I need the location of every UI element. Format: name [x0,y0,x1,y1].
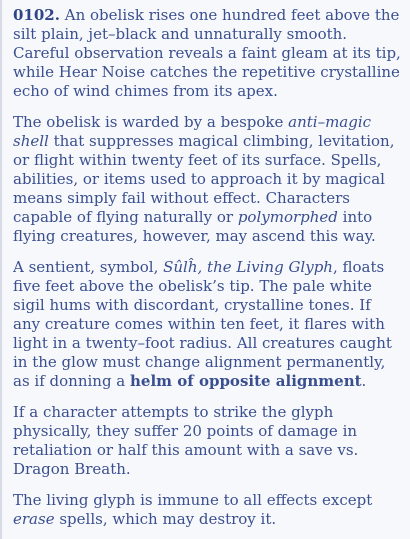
entry-paragraph [13,6,402,101]
entry-text: An obelisk rises one hundred feet above the silt plain, jet–black and unnaturally smooth. Careful observation reveals a faint gleam at its tip, while Hear Noise catches the repetitive crystalline echo of wind chimes from its apex. [13,6,401,100]
anti-magic-shell-term: anti–magic shell [13,113,372,150]
ward-text-a: The obelisk is warded by a bespoke [13,113,289,131]
living-glyph-name: Sûlĥ, the Living Glyph [163,258,333,276]
immunity-text-b: spells, which may destroy it. [54,510,277,528]
glyph-paragraph [13,258,402,391]
ward-paragraph [13,113,402,246]
glyph-text-a: A sentient, symbol, [13,258,164,276]
glyph-text-b: , floats five feet above the obelisk’s tip. The pale white sigil hums with discordant, crystalline tones. If any creature comes within ten feet, it flares with light in a twenty–foot radius. All creatures caught in the glow must change alignment permanently, as if donning a [13,258,392,390]
entry-number: 0102. [13,6,60,24]
ward-text-b: that suppresses magical climbing, levitation, or flight within twenty feet of its surface. Spells, abilities, or items used to approach it by magical means simply fail without effect. Characters capable of flying naturally or [13,132,395,226]
immunity-text-a: The living glyph is immune to all effects except [13,491,373,509]
helm-item-name: helm of opposite alignment [130,372,362,390]
ward-text-c: into flying creatures, however, may ascend this way. [13,208,376,245]
erase-term: erase [13,510,55,528]
immunity-paragraph [13,491,402,529]
polymorphed-term: polymorphed [237,208,338,226]
glyph-text-c: . [361,372,367,390]
strike-paragraph: If a character attempts to strike the glyph physically, they suffer 20 points of damage in retaliation or half this amount with a save vs. Dragon Breath. [13,403,359,478]
